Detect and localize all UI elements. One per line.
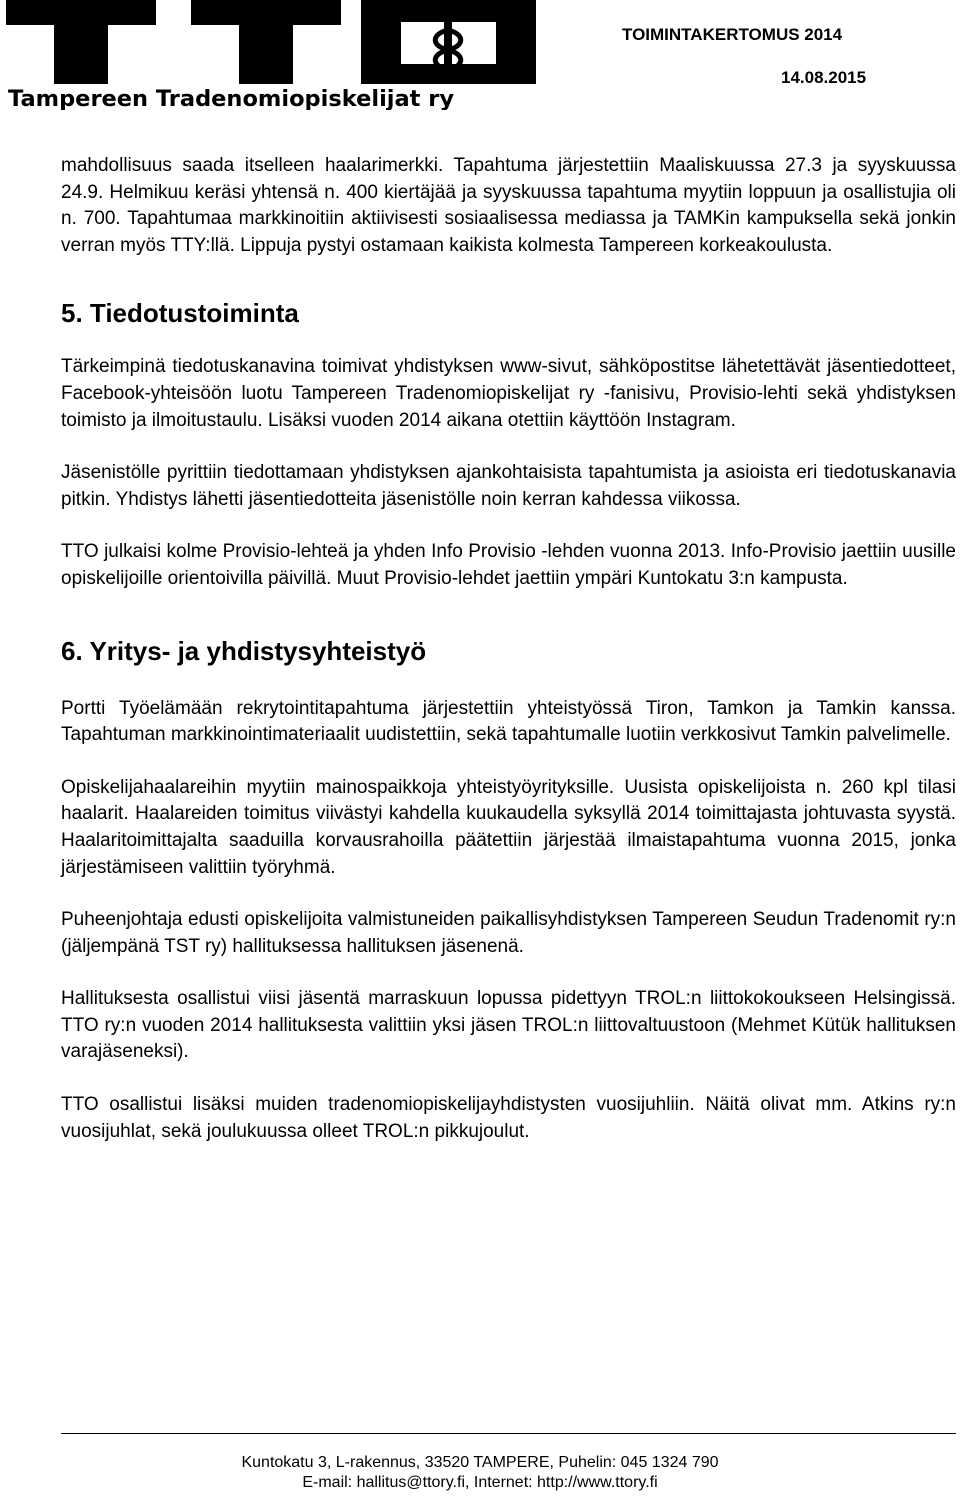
document-title: TOIMINTAKERTOMUS 2014 bbox=[622, 25, 843, 44]
section-6-paragraph-3: Puheenjohtaja edusti opiskelijoita valmistuneiden paikallisyhdistyksen Tampereen Seudun Tradenomit ry:n (jäljempänä TST ry) hallituksessa hallituksen jäsenenä. bbox=[61, 909, 956, 957]
section-6-paragraph-2: Opiskelijahaalareihin myytiin mainospaikkoja yhteistyöyrityksille. Uusista opiskelijoista n. 260 kpl tilasi haalarit. Haalareiden toimitus viivästyi kahdella kuukaudella syksyllä 2014 toimittajasta johtuvasta syystä. Haalaritoimittajalta saaduilla korvausrahoilla päätettiin järjestää ilmaistapahtuma vuonna 2015, jonka järjestämiseen valittiin työryhmä. bbox=[61, 776, 956, 878]
section-6-heading: 6. Yritys- ja yhdistysyhteistyö bbox=[61, 635, 427, 666]
intro-paragraph: mahdollisuus saada itselleen haalarimerkki. Tapahtuma järjestettiin Maaliskuussa 27.3 ja syyskuussa 24.9. Helmikuu keräsi yhtensä n. 400 kiertäjää ja syyskuussa tapahtuma myytiin loppuun ja osallistujia oli n. 700. Tapahtumaa markkinoitiin aktiivisesti sosiaalisessa mediassa ja TAMKin kampuksella sekä jonkin verran myös TTY:llä. Lippuja pystyi ostamaan kaikista kolmesta Tampereen korkeakoulusta. bbox=[61, 155, 956, 256]
footer-address: Kuntokatu 3, L-rakennus, 33520 TAMPERE, Puhelin: 045 1324 790 bbox=[241, 1454, 719, 1471]
logo-caption: Tampereen Tradenomiopiskelijat ry bbox=[8, 86, 455, 110]
section-5-paragraph-1: Tärkeimpinä tiedotuskanavina toimivat yhdistyksen www-sivut, sähköpostitse lähetettävät jäsentiedotteet, Facebook-yhteisöön luotu Tampereen Tradenomiopiskelijat ry -fanisivu, Provisio-lehti sekä yhdistyksen toimisto ja ilmoitustaulu. Lisäksi vuoden 2014 aikana otettiin käyttöön Instagram. bbox=[61, 356, 956, 431]
footer-contact: E-mail: hallitus@ttory.fi, Internet: http://www.ttory.fi bbox=[302, 1474, 658, 1491]
page-footer bbox=[0, 1453, 960, 1493]
section-6-paragraph-5: TTO osallistui lisäksi muiden tradenomiopiskelijayhdistysten vuosijuhliin. Näitä olivat mm. Atkins ry:n vuosijuhlat, sekä joulukuussa olleet TROL:n pikkujoulut. bbox=[61, 1094, 956, 1142]
section-6-paragraph-4: Hallituksesta osallistui viisi jäsentä marraskuun lopussa pidettyyn TROL:n liittokokoukseen Helsingissä. TTO ry:n vuoden 2014 hallituksesta valittiin yksi jäsen TROL:n liittovaltuustoon (Mehmet Kütük hallituksen varajäseneksi). bbox=[61, 988, 956, 1063]
section-5-heading: 5. Tiedotustoiminta bbox=[61, 298, 299, 329]
section-5-paragraph-3: TTO julkaisi kolme Provisio-lehteä ja yhden Info Provisio -lehden vuonna 2013. Info-Provisio jaettiin uusille opiskelijoille orientoivilla päivillä. Muut Provisio-lehdet jaettiin ympäri Kuntokatu 3:n kampusta. bbox=[61, 541, 956, 589]
document-date: 14.08.2015 bbox=[781, 68, 867, 87]
page-header bbox=[0, 0, 960, 115]
section-6-paragraph-1: Portti Työelämään rekrytointitapahtuma järjestettiin yhteistyössä Tiron, Tamkon ja Tamkin kanssa. Tapahtuman markkinointimateriaalit uudistettiin, sekä tapahtumalle luotiin verkkosivut Tamkin palvelimelle. bbox=[61, 697, 956, 746]
organization-logo bbox=[6, 0, 546, 110]
footer-divider bbox=[61, 1433, 956, 1434]
section-5-paragraph-2: Jäsenistölle pyrittiin tiedottamaan yhdistyksen ajankohtaisista tapahtumista ja asioista eri tiedotuskanavia pitkin. Yhdistys lähetti jäsentiedotteita jäsenistölle noin kerran kahdessa viikossa. bbox=[61, 462, 956, 510]
document-body bbox=[61, 153, 956, 1145]
